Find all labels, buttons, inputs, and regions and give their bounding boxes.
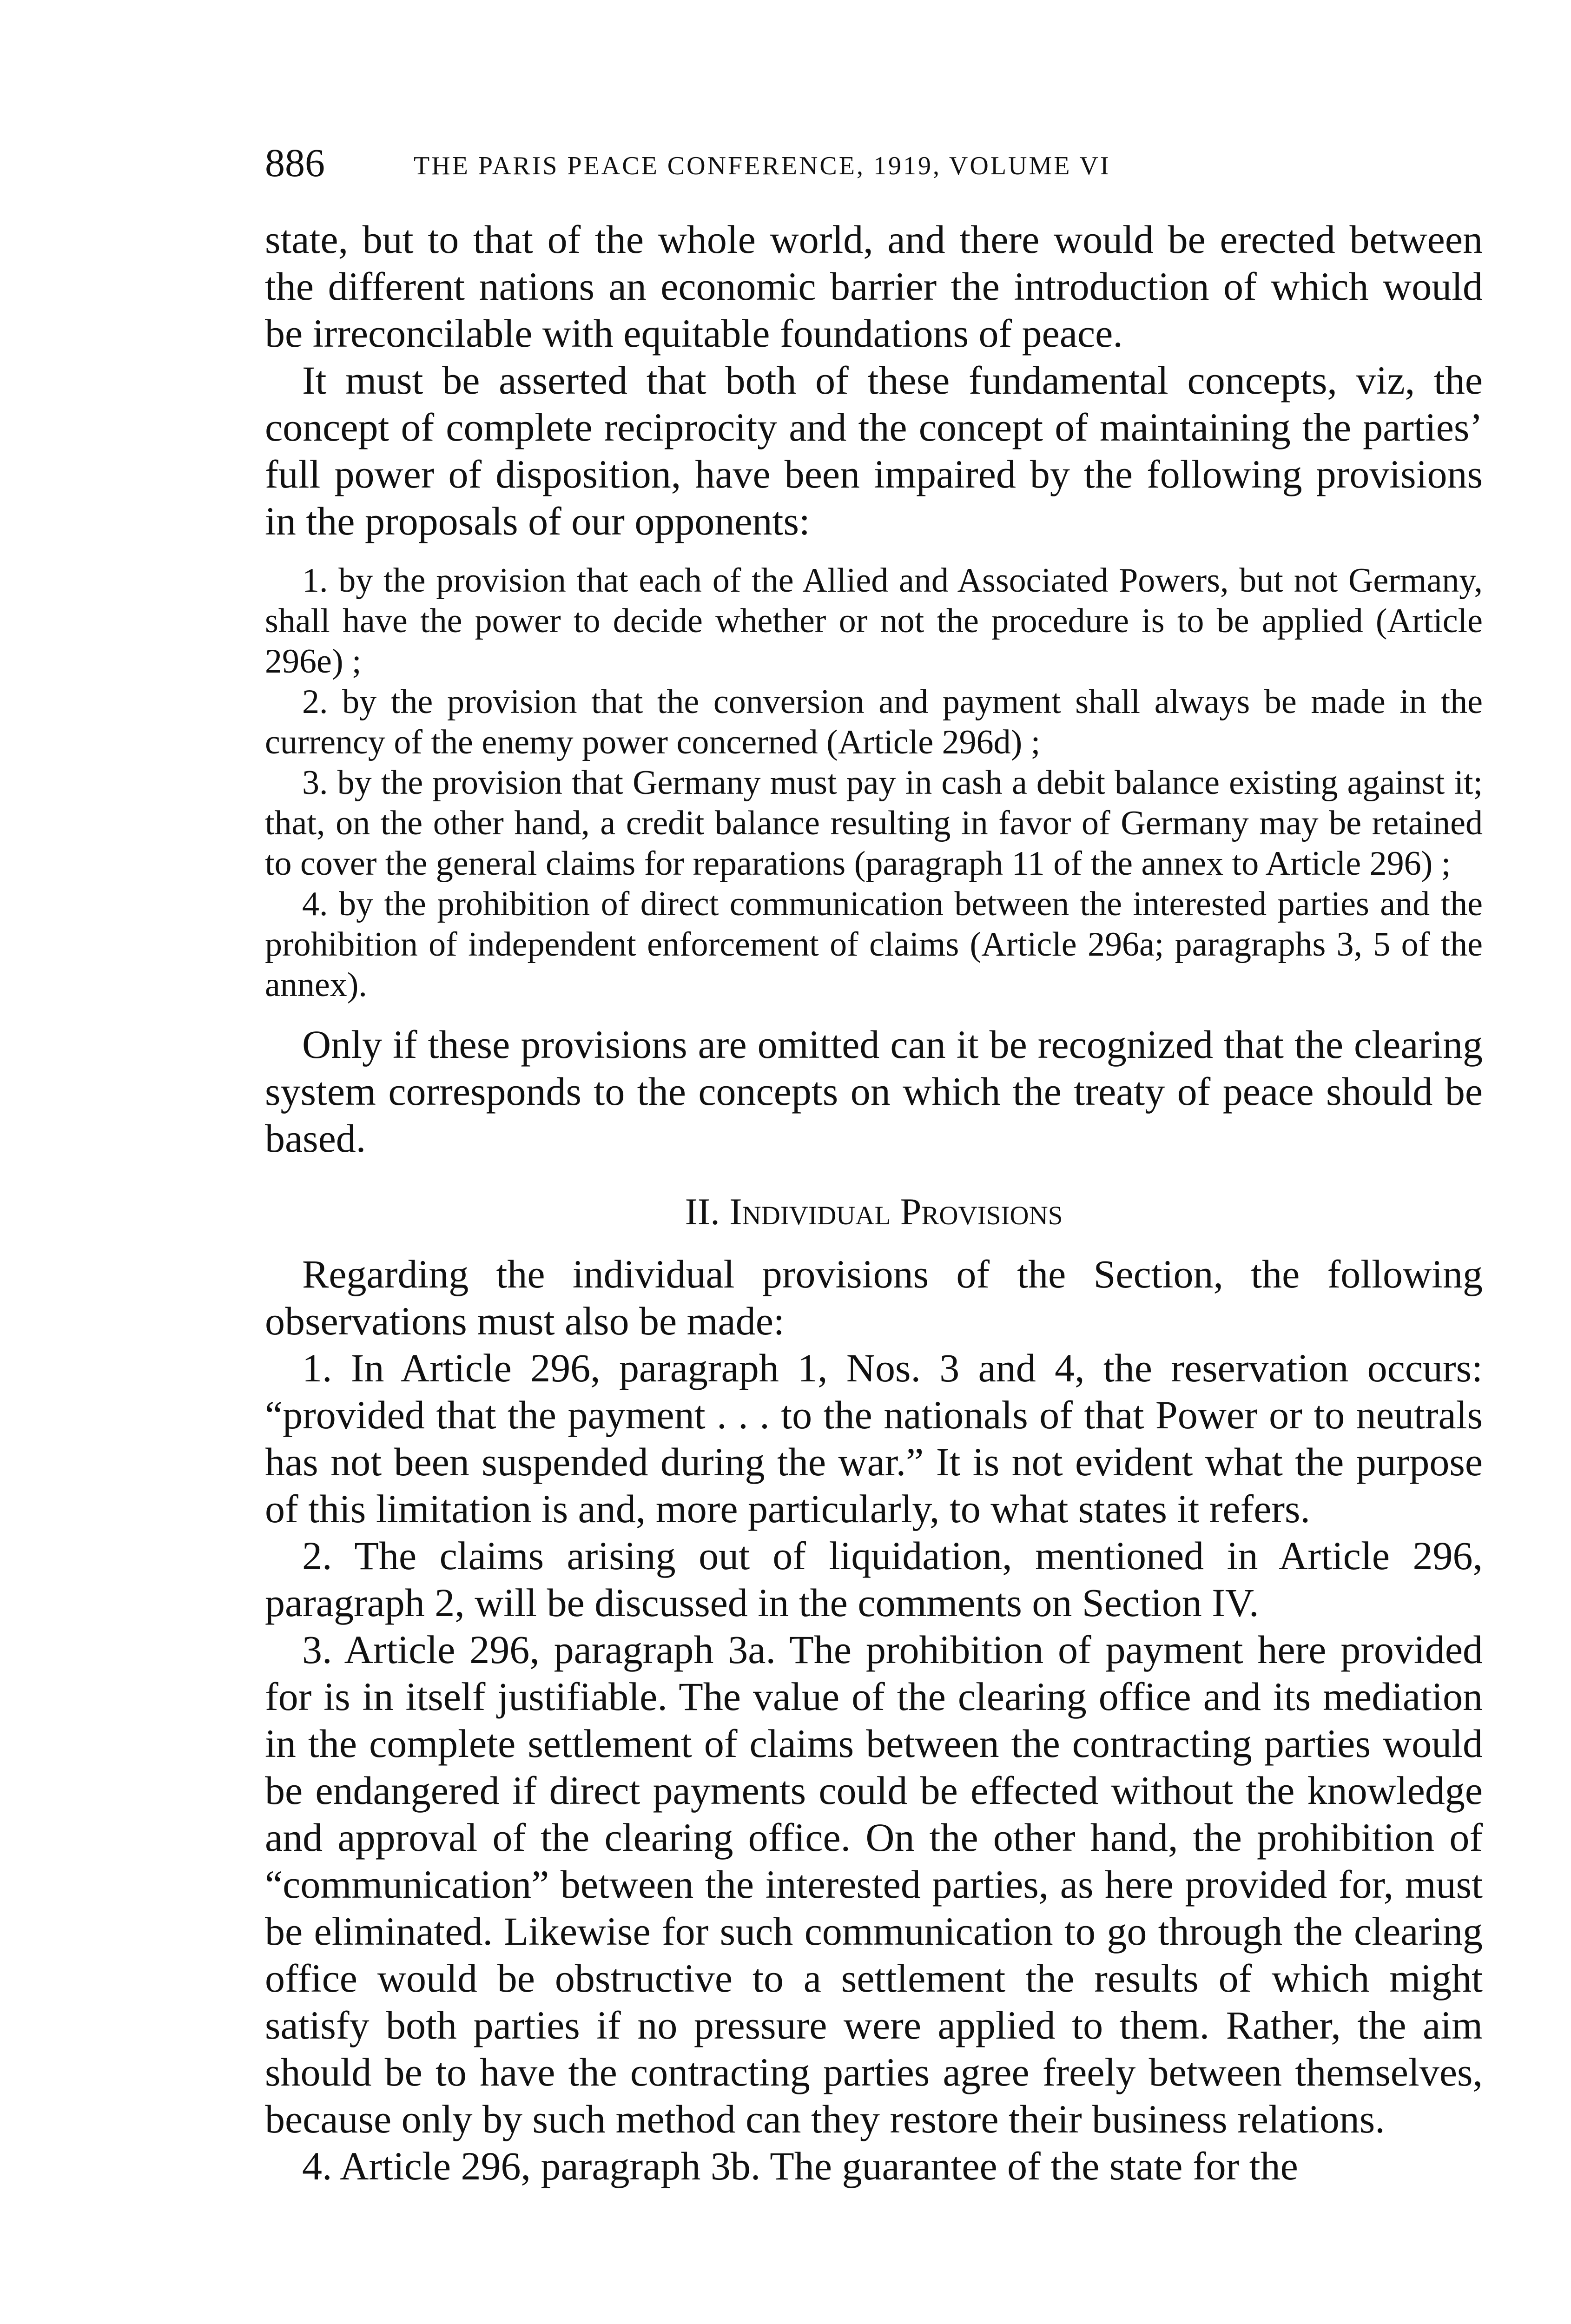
section-item: 1. In Article 296, paragraph 1, Nos. 3 and 4, the reservation occurs: “provided that the payment . . . to the nationals of that Power or to neutrals has not been suspended during the war.” It is not evident what the purpose of this limitation is and, more particularly, to what states it refers.: [265, 1346, 1483, 1531]
list-item: 1. by the provision that each of the Allied and Associated Powers, but not Germany, shall have the power to decide whether or not the procedure is to be applied (Article 296e) ;: [265, 561, 1483, 680]
list-item: 4. by the prohibition of direct communication between the interested parties and the prohibition of independent enforcement of claims (Article 296a; paragraphs 3, 5 of the annex).: [265, 885, 1483, 1004]
paragraph-conclusion: Only if these provisions are omitted can it be recognized that the clearing system corresponds to the concepts on which the treaty of peace should be based.: [265, 1022, 1483, 1161]
paragraph-fundamental-concepts: It must be asserted that both of these fundamental concepts, viz, the concept of complete reciprocity and the concept of maintaining the parties’ full power of disposition, have been impaired by the following provisions in the proposals of our opponents:: [265, 358, 1483, 543]
provisions-list: [265, 561, 1483, 1005]
section-heading: II. Individual Provisions: [685, 1190, 1063, 1233]
section-item: 3. Article 296, paragraph 3a. The prohibition of payment here provided for is in itself justifiable. The value of the clearing office and its mediation in the complete settlement of claims between the contracting parties would be endangered if direct payments could be effected without the knowledge and approval of the clearing office. On the other hand, the prohibition of “communication” between the interested parties, as here provided for, must be eliminated. Likewise for such communication to go through the clearing office would be obstructive to a settlement the results of which might satisfy both parties if no pressure were applied to them. Rather, the aim should be to have the contracting parties agree freely between themselves, because only by such method can they restore their business relations.: [265, 1627, 1483, 2141]
list-item: 3. by the provision that Germany must pay in cash a debit balance existing against it; that, on the other hand, a credit balance resulting in favor of Germany may be retained to cover the general claims for reparations (paragraph 11 of the annex to Article 296) ;: [265, 764, 1483, 883]
running-head: [265, 139, 1483, 191]
section-item: 4. Article 296, paragraph 3b. The guarantee of the state for the: [302, 2144, 1298, 2188]
document-page: [265, 139, 1483, 2324]
section-intro: Regarding the individual provisions of the Section, the following observations must also be made:: [265, 1252, 1483, 1343]
running-head-title: THE PARIS PEACE CONFERENCE, 1919, VOLUME VI: [414, 152, 1111, 180]
section-item: 2. The claims arising out of liquidation, mentioned in Article 296, paragraph 2, will be discussed in the comments on Section IV.: [265, 1533, 1483, 1625]
list-item: 2. by the provision that the conversion and payment shall always be made in the currency of the enemy power concerned (Article 296d) ;: [265, 683, 1483, 761]
paragraph-continuation: state, but to that of the whole world, and there would be erected between the different nations an economic barrier the introduction of which would be irreconcilable with equitable foundations of peace.: [265, 217, 1483, 356]
page-number: 886: [265, 140, 325, 185]
